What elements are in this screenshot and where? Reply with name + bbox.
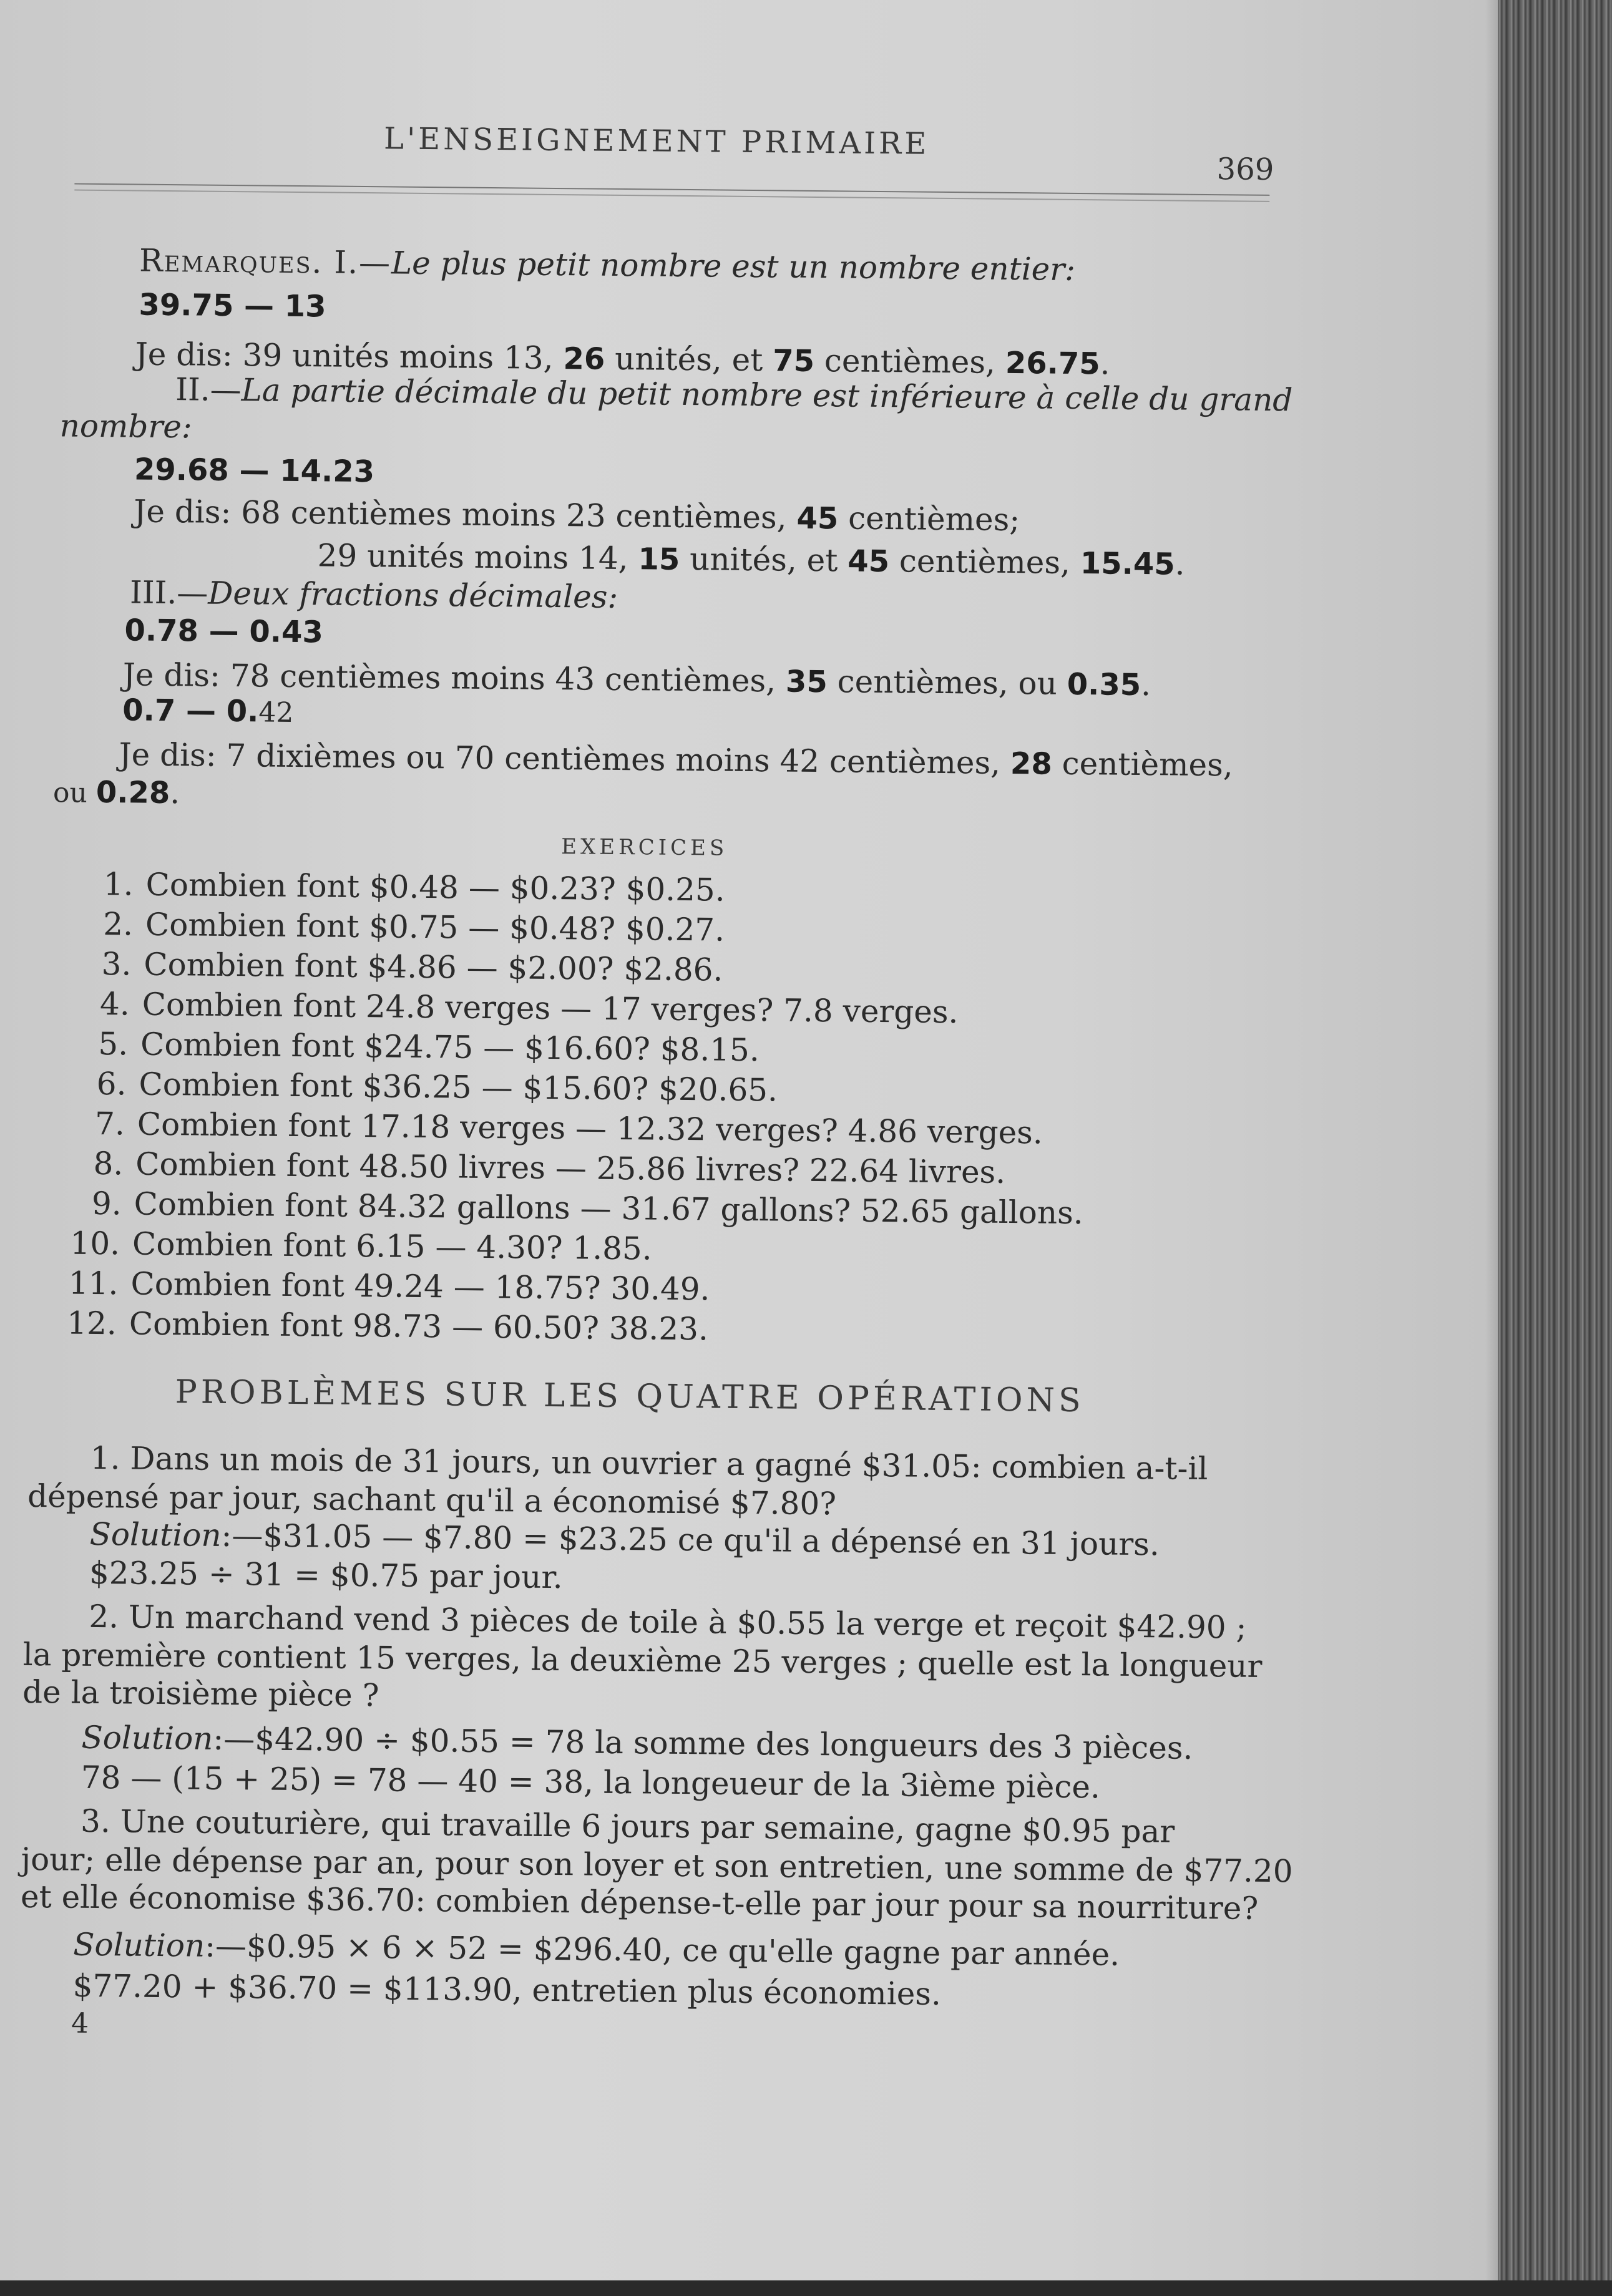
remark-3-explanation: Je dis: 78 centièmes moins 43 centièmes, 35 centièmes, ou 0.35. [122, 656, 1151, 703]
problem-3-line-2: jour; elle dépense par an, pour son loyer et son entretien, une somme de $77.20 [21, 1841, 1293, 1890]
remark-3-explanation-2: Je dis: 7 dixièmes ou 70 centièmes moins 42 centièmes, 28 centièmes, [119, 736, 1233, 784]
remark-3-expression-2: 0.7 — 0.42 [122, 693, 294, 729]
header-rule-secondary [74, 190, 1269, 202]
exercise-item: 6. Combien font $36.25 — $15.60? $20.65. [96, 1065, 778, 1109]
problem-1-line-2: dépensé par jour, sachant qu'il a économisé $7.80? [27, 1477, 837, 1522]
remark-2-expression: 29.68 — 14.23 [134, 452, 375, 490]
exercise-item: 7. Combien font 17.18 verges — 12.32 verges? 4.86 verges. [94, 1105, 1043, 1151]
problem-3-line-3: et elle économise $36.70: combien dépense-t-elle par jour pour sa nourriture? [20, 1878, 1259, 1927]
exercise-item: 5. Combien font $24.75 — $16.60? $8.15. [98, 1025, 760, 1069]
remark-3-expression: 0.78 — 0.43 [124, 613, 324, 650]
exercise-item: 3. Combien font $4.86 — $2.00? $2.86. [101, 946, 723, 988]
remark-3-heading: III.—Deux fractions décimales: [129, 574, 618, 615]
signature-mark: 4 [71, 2007, 89, 2040]
page-number: 369 [1216, 152, 1274, 188]
remark-2-heading-cont: nombre: [59, 407, 193, 445]
problem-3-solution-2: $77.20 + $36.70 = $113.90, entretien plus économies. [72, 1967, 942, 2013]
exercise-item: 4. Combien font 24.8 verges — 17 verges? 7.8 verges. [99, 986, 959, 1031]
exercise-item: 12. Combien font 98.73 — 60.50? 38.23. [67, 1305, 709, 1348]
problem-2-line-1: 2. Un marchand vend 3 pièces de toile à $0.55 la verge et reçoit $42.90 ; [89, 1598, 1247, 1646]
problem-2-solution: Solution:—$42.90 ÷ $0.55 = 78 la somme des longueurs des 3 pièces. [81, 1719, 1193, 1766]
remark-2-explanation-1: Je dis: 68 centièmes moins 23 centièmes, 45 centièmes; [134, 493, 1020, 538]
header-rule [74, 183, 1269, 196]
remark-2-explanation-2: 29 unités moins 14, 15 unités, et 45 centièmes, 15.45. [317, 537, 1185, 582]
section-title: PROBLÈMES SUR LES QUATRE OPÉRATIONS [175, 1373, 1085, 1420]
remark-1-heading: Remarques. I.—Le plus petit nombre est un nombre entier: [139, 242, 1076, 288]
exercise-item: 8. Combien font 48.50 livres — 25.86 livres? 22.64 livres. [93, 1145, 1006, 1190]
exercise-item: 9. Combien font 84.32 gallons — 31.67 gallons? 52.65 gallons. [91, 1185, 1083, 1232]
problem-3-solution: Solution:—$0.95 × 6 × 52 = $296.40, ce qu'elle gagne par année. [73, 1926, 1120, 1973]
problem-1-solution-2: $23.25 ÷ 31 = $0.75 par jour. [89, 1554, 563, 1596]
remark-1-explanation: Je dis: 39 unités moins 13, 26 unités, et 75 centièmes, 26.75. [135, 336, 1110, 382]
exercise-item: 10. Combien font 6.15 — 4.30? 1.85. [70, 1225, 652, 1267]
exercises-title: EXERCICES [561, 834, 728, 861]
problem-1-solution: Solution:—$31.05 — $7.80 = $23.25 ce qu'il a dépensé en 31 jours. [89, 1515, 1160, 1563]
problem-2-solution-2: 78 — (15 + 25) = 78 — 40 = 38, la longeueur de la 3ième pièce. [81, 1759, 1101, 1806]
remark-2-heading: II.—La partie décimale du petit nombre est inférieure à celle du grand [175, 371, 1293, 419]
exercise-item: 11. Combien font 49.24 — 18.75? 30.49. [68, 1265, 710, 1308]
remark-3-explanation-2-cont: ou 0.28. [52, 774, 180, 811]
problem-2-line-3: de la troisième pièce ? [22, 1673, 379, 1714]
problem-1-line-1: 1. Dans un mois de 31 jours, un ouvrier a gagné $31.05: combien a-t-il [90, 1439, 1208, 1487]
exercise-item: 1. Combien font $0.48 — $0.23? $0.25. [103, 866, 725, 908]
exercise-item: 2. Combien font $0.75 — $0.48? $0.27. [103, 906, 725, 948]
problem-2-line-2: la première contient 15 verges, la deuxième 25 verges ; quelle est la longueur [22, 1636, 1263, 1685]
running-header: L'ENSEIGNEMENT PRIMAIRE [383, 121, 930, 162]
remark-1-expression: 39.75 — 13 [139, 287, 326, 324]
problem-3-line-1: 3. Une couturière, qui travaille 6 jours par semaine, gagne $0.95 par [80, 1802, 1175, 1850]
